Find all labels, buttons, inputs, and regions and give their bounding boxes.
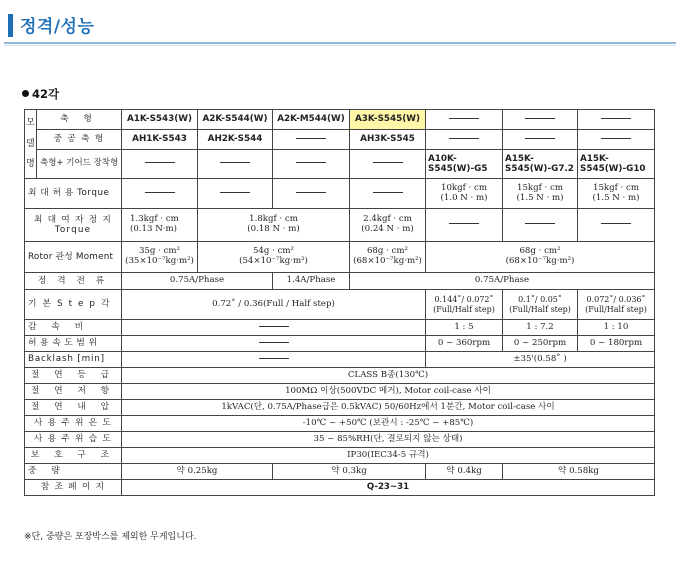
model-group-text: 모델명 <box>26 117 35 170</box>
row-model-hollow <box>25 130 655 150</box>
insulation-res-value: 100MΩ 이상(500VDC 메거), Motor coil-case 사이 <box>122 384 655 400</box>
insulation-withstand-value: 1kVAC(단, 0.75A/Phase급은 0.5kVAC) 50/60Hz에서 1분간, Motor coil-case 사이 <box>122 400 655 416</box>
model-a10k-g5: A10K- S545(W)-G5 <box>426 150 503 179</box>
footnote: ※단, 중량은 포장박스를 제외한 무게입니다. <box>24 532 197 542</box>
backlash-value: ±35'(0.58˚ ) <box>426 352 655 368</box>
label-ambient-hum: 사 용 주 위 습 도 <box>25 432 122 448</box>
weight-a3k: 약 0.4kg <box>426 464 503 480</box>
row-backlash <box>25 352 655 368</box>
step-angle-g5: 0.144˚/ 0.072˚ (Full/Half step) <box>426 290 503 320</box>
holding-torque-a1k: 1.3kgf · cm (0.13 N·m) <box>122 209 198 242</box>
row-model-axis <box>25 110 655 130</box>
cell-empty <box>122 336 426 352</box>
section-title <box>22 86 59 102</box>
cell-empty <box>273 130 350 150</box>
row-current <box>25 273 655 290</box>
cell-empty <box>122 352 426 368</box>
model-ah3k: AH3K-S545 <box>350 130 426 150</box>
speed-g72: 0 ~ 250rpm <box>503 336 578 352</box>
cell-empty <box>122 150 198 179</box>
ratio-g72: 1 : 7.2 <box>503 320 578 336</box>
label-max-torque: 최 대 허 용 Torque <box>25 179 122 209</box>
row-step-angle <box>25 290 655 320</box>
cell-empty <box>426 209 503 242</box>
label-protection: 보 호 구 조 <box>25 448 122 464</box>
cell-empty <box>198 150 273 179</box>
row-ambient-hum <box>25 432 655 448</box>
row-model-geared <box>25 150 655 179</box>
step-angle-g72: 0.1˚/ 0.05˚ (Full/Half step) <box>503 290 578 320</box>
current-a2k-m: 1.4A/Phase <box>273 273 350 290</box>
cell-empty <box>350 179 426 209</box>
model-a2k-s: A2K-S544(W) <box>198 110 273 130</box>
weight-geared: 약 0.58kg <box>503 464 655 480</box>
label-model-axis: 축 형 <box>37 110 122 130</box>
ratio-g5: 1 : 5 <box>426 320 503 336</box>
label-ratio: 감 속 비 <box>25 320 122 336</box>
label-insulation-res: 절 연 저 항 <box>25 384 122 400</box>
row-insulation-withstand <box>25 400 655 416</box>
holding-torque-a2k: 1.8kgf · cm (0.18 N · m) <box>198 209 350 242</box>
model-a3k: A3K-S545(W) <box>350 110 426 130</box>
rotor-a1k: 35g · cm² (35×10⁻⁷kg·m²) <box>122 242 198 273</box>
reference-value: Q-23~31 <box>122 480 655 496</box>
step-angle-axis: 0.72˚ / 0.36(Full / Half step) <box>122 290 426 320</box>
cell-empty <box>503 209 578 242</box>
model-a1k: A1K-S543(W) <box>122 110 198 130</box>
model-ah1k: AH1K-S543 <box>122 130 198 150</box>
label-holding-torque <box>25 209 122 242</box>
cell-empty <box>122 179 198 209</box>
label-speed-range: 허 용 속 도 범 위 <box>25 336 122 352</box>
rotor-a3k: 68g · cm² (68×10⁻⁷kg·m²) <box>350 242 426 273</box>
bullet-icon <box>22 90 29 97</box>
holding-torque-a3k: 2.4kgf · cm (0.24 N · m) <box>350 209 426 242</box>
page-title: 정격/성능 <box>20 17 95 37</box>
label-backlash: Backlash [min] <box>25 352 122 368</box>
row-max-torque <box>25 179 655 209</box>
header-divider-light <box>4 45 676 46</box>
label-step-angle: 기 본 S t e p 각 <box>25 290 122 320</box>
row-insulation-res <box>25 384 655 400</box>
label-ambient-temp: 사 용 주 위 온 도 <box>25 416 122 432</box>
current-a3k-geared: 0.75A/Phase <box>350 273 655 290</box>
row-weight <box>25 464 655 480</box>
cell-empty <box>578 110 655 130</box>
header-accent-bar <box>8 14 13 37</box>
section-title-text: 42각 <box>32 87 60 101</box>
ambient-hum-value: 35 ~ 85%RH(단, 결로되지 않는 상태) <box>122 432 655 448</box>
weight-a2k: 약 0.3kg <box>273 464 426 480</box>
protection-value: IP30(IEC34-5 규격) <box>122 448 655 464</box>
label-reference: 참 조 페 이 지 <box>25 480 122 496</box>
label-model-hollow: 중 공 축 형 <box>37 130 122 150</box>
max-torque-g72: 15kgf · cm (1.5 N · m) <box>503 179 578 209</box>
label-holding-torque-2: Torque <box>54 225 92 235</box>
cell-empty <box>503 110 578 130</box>
row-ambient-temp <box>25 416 655 432</box>
max-torque-g10: 15kgf · cm (1.5 N · m) <box>578 179 655 209</box>
ratio-g10: 1 : 10 <box>578 320 655 336</box>
cell-empty <box>578 130 655 150</box>
cell-empty <box>273 179 350 209</box>
row-insulation-class <box>25 368 655 384</box>
rotor-geared: 68g · cm² (68×10⁻⁷kg·m²) <box>426 242 655 273</box>
cell-empty <box>198 179 273 209</box>
label-holding-torque-1: 최 대 여 자 정 지 <box>33 214 113 225</box>
page-header <box>4 12 676 46</box>
label-rotor: Rotor 관성 Moment <box>25 242 122 273</box>
current-a1k-a2k: 0.75A/Phase <box>122 273 273 290</box>
max-torque-g5: 10kgf · cm (1.0 N · m) <box>426 179 503 209</box>
cell-empty <box>503 130 578 150</box>
insulation-class-value: CLASS B종(130℃) <box>122 368 655 384</box>
row-reference <box>25 480 655 496</box>
label-insulation-withstand: 절 연 내 압 <box>25 400 122 416</box>
rotor-a2k: 54g · cm² (54×10⁻⁷kg·m²) <box>198 242 350 273</box>
cell-empty <box>426 110 503 130</box>
row-holding-torque <box>25 209 655 242</box>
model-group-label <box>25 110 37 179</box>
label-insulation-class: 절 연 등 급 <box>25 368 122 384</box>
cell-empty <box>426 130 503 150</box>
row-speed-range <box>25 336 655 352</box>
ambient-temp-value: -10℃ ~ +50℃ (보관시 : -25℃ ~ +85℃) <box>122 416 655 432</box>
model-a2k-m: A2K-M544(W) <box>273 110 350 130</box>
label-weight: 중 량 <box>25 464 122 480</box>
speed-g10: 0 ~ 180rpm <box>578 336 655 352</box>
step-angle-g10: 0.072˚/ 0.036˚ (Full/Half step) <box>578 290 655 320</box>
cell-empty <box>273 150 350 179</box>
cell-empty <box>350 150 426 179</box>
spec-table <box>24 109 655 496</box>
model-ah2k: AH2K-S544 <box>198 130 273 150</box>
row-rotor <box>25 242 655 273</box>
row-ratio <box>25 320 655 336</box>
model-a15k-g10: A15K- S545(W)-G10 <box>578 150 655 179</box>
cell-empty <box>122 320 426 336</box>
label-model-geared: 축형+ 기어드 장착형 <box>37 150 122 179</box>
model-a15k-g72: A15K- S545(W)-G7.2 <box>503 150 578 179</box>
label-current: 정 격 전 류 <box>25 273 122 290</box>
weight-a1k: 약 0.25kg <box>122 464 273 480</box>
cell-empty <box>578 209 655 242</box>
header-divider <box>4 42 676 44</box>
row-protection <box>25 448 655 464</box>
speed-g5: 0 ~ 360rpm <box>426 336 503 352</box>
